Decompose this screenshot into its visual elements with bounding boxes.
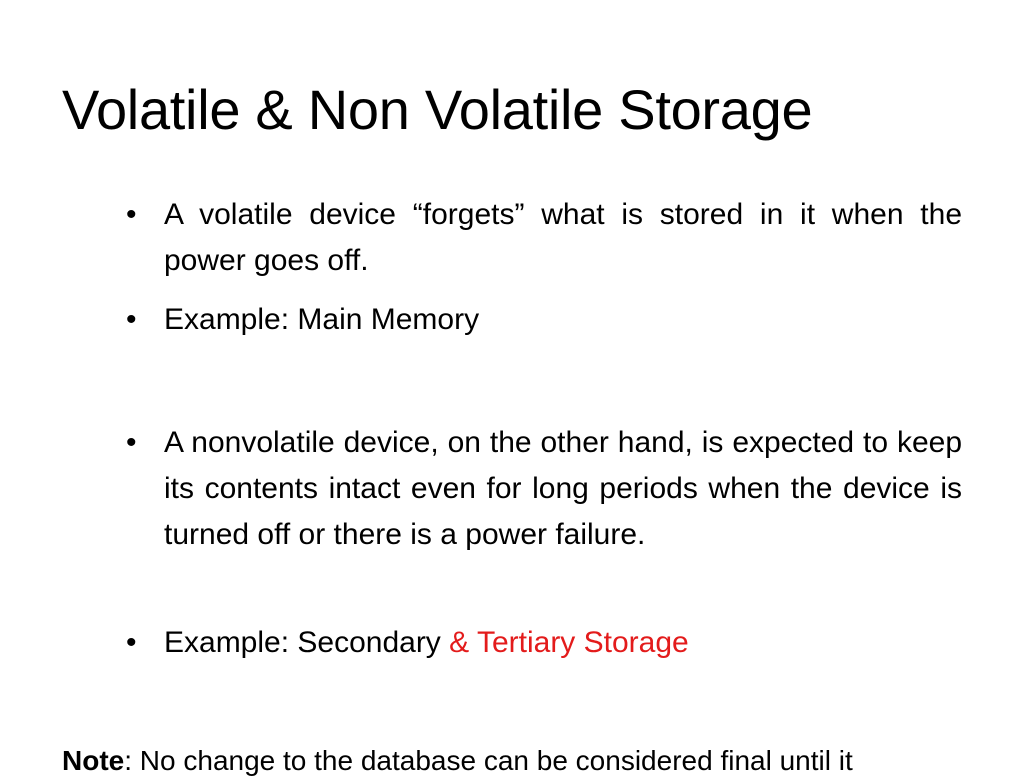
bullet-item-volatile-definition (126, 192, 962, 284)
bullet-text: Example: Main Memory (164, 303, 480, 336)
footnote-label: Note (62, 745, 125, 776)
bullet-icon: • (126, 303, 137, 336)
bullet-text-prefix: Example: Secondary (164, 626, 450, 659)
bullet-item-nonvolatile-example (126, 620, 962, 666)
bullet-text: A volatile device “forgets” what is stored in it when the power goes off. (164, 198, 962, 277)
footnote (62, 738, 1024, 784)
bullet-icon: • (126, 198, 137, 231)
slide-title: Volatile & Non Volatile Storage (62, 78, 813, 141)
bullet-item-nonvolatile-definition (126, 420, 962, 558)
footnote-text: : No change to the database can be considered final until it (124, 745, 853, 776)
bullet-icon: • (126, 426, 137, 459)
bullet-text: A nonvolatile device, on the other hand, is expected to keep its contents intact even for long periods when the device is turned off or there is a power failure. (164, 426, 962, 551)
bullet-icon: • (126, 626, 137, 659)
bullet-text-accent: & Tertiary Storage (449, 626, 689, 659)
bullet-item-volatile-example (126, 297, 962, 343)
